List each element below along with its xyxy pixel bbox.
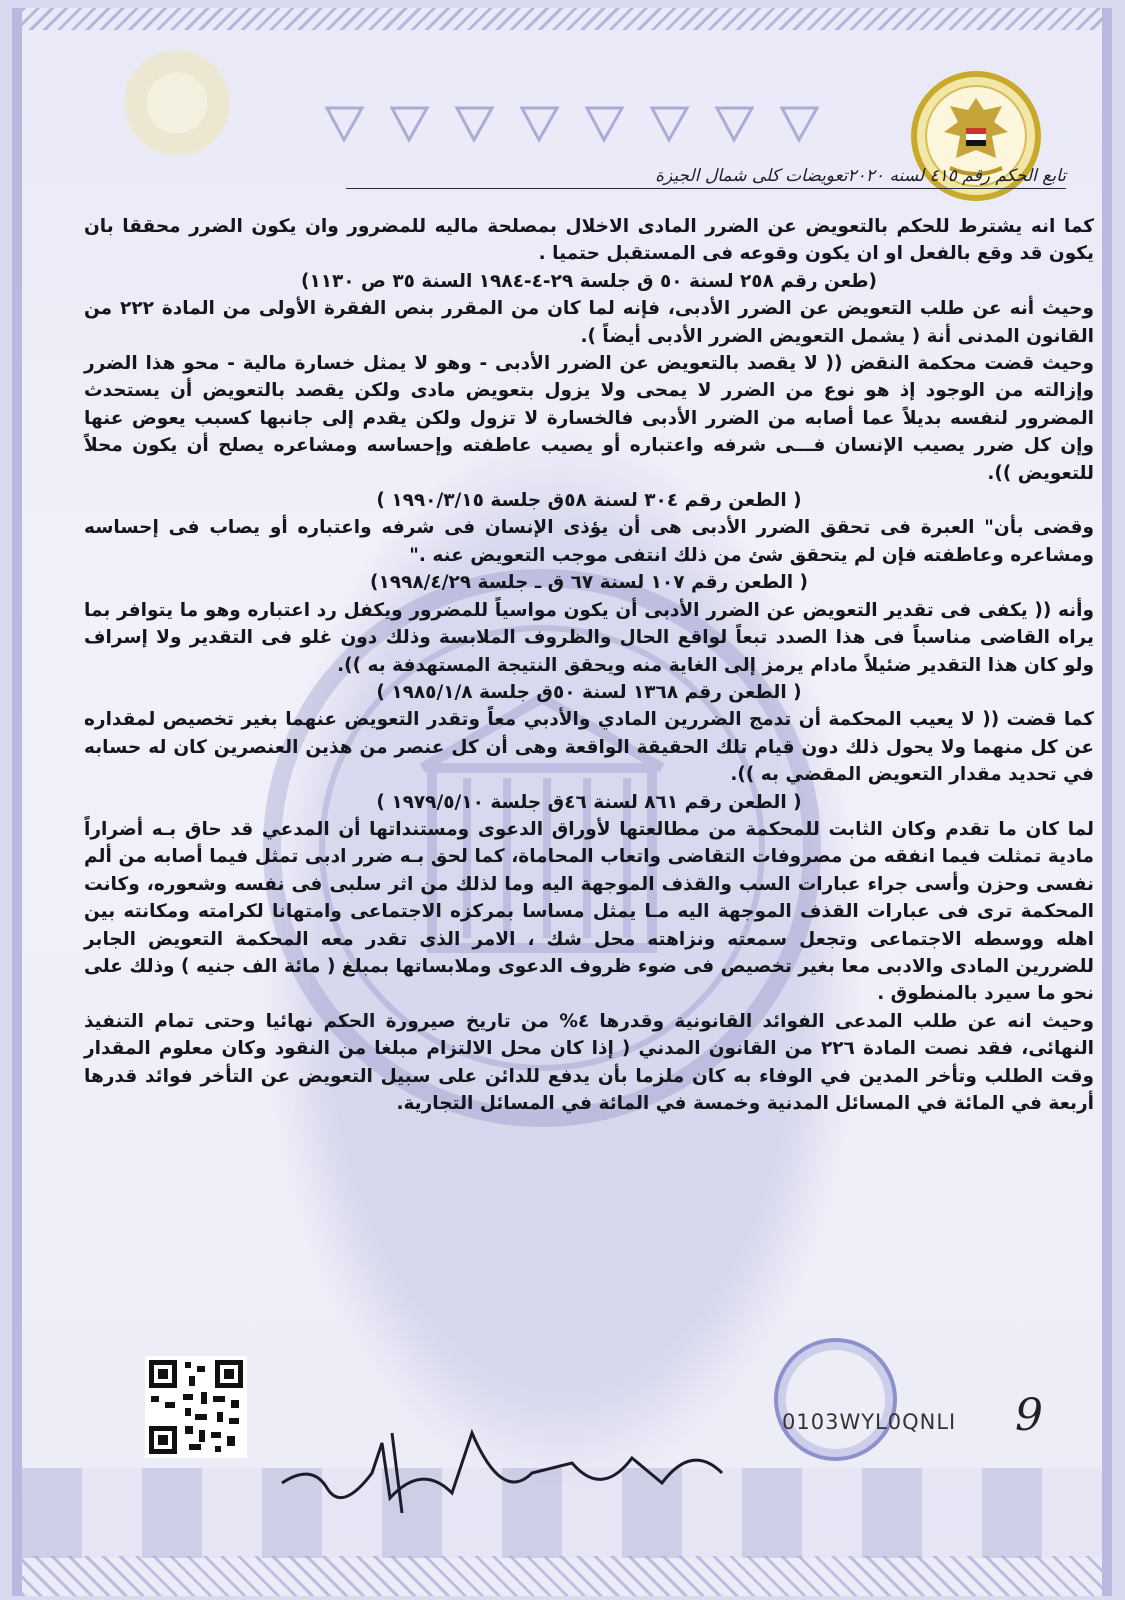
case-reference-header: تابع الحكم رقم ٤١٥ لسنه ٢٠٢٠تعويضات كلى شمال الجيزة bbox=[346, 166, 1066, 189]
citation: ( الطعن رقم ١٣٦٨ لسنة ٥٠ق جلسة ١٩٨٥/١/٨ ) bbox=[376, 681, 802, 703]
paragraph-merged-damages: كما قضت (( لا يعيب المحكمة أن تدمج الضررين المادي والأدبي معاً وتقدر التعويض عنهما بغير تخصيص لمقداره عن كل منهما ولا يحول ذلك دون قيام تلك الحقيقة الواقعة وهى أن كل عنصر من هذين العنصرين كان له حسابه في تحديد مقدار التعويض المقضي به )). bbox=[84, 709, 1094, 786]
citation: ( الطعن رقم ٨٦١ لسنة ٤٦ق جلسة ١٩٧٩/٥/١٠ ) bbox=[376, 791, 802, 813]
court-seal-stamp-icon bbox=[774, 1338, 897, 1461]
paragraph-cassation-ruling: وحيث قضت محكمة النقض (( لا يقصد بالتعويض عن الضرر الأدبى - وهو لا يمثل خسارة مالية - محو هذا الضرر وإزالته من الوجود إذ هو نوع من الضرر لا يمحى ولا يزول بتعويض مادى ولكن يقصد بالتعويض أن يستحدث المضرور لنفسه بديلاً عما أصابه من الضرر الأدبى فالخسارة لا تزول ولكن يقدم إلى جانبها كسبب يعوض عنها وإن كل ضرر يصيب الإنسان فـــى شرفه واعتباره أو يصيب عاطفته وإحساسه ومشاعره يصلح أن يكون محلاً للتعويض )). bbox=[84, 353, 1094, 484]
document-code: 0103WYL0QNLI bbox=[782, 1410, 957, 1434]
document-sheet bbox=[12, 8, 1112, 1596]
qr-code-icon bbox=[145, 1356, 247, 1458]
ornament-band bbox=[322, 98, 842, 148]
paragraph-compensation-conditions: كما انه يشترط للحكم بالتعويض عن الضرر المادى الاخلال بمصلحة ماليه للمضرور وان يكون الضرر محققا بان يكون قد وقع بالفعل او ان يكون وقوعه فى المستقبل حتميا . bbox=[84, 216, 1094, 265]
page-number: 9 bbox=[1015, 1390, 1043, 1441]
citation: ( الطعن رقم ٣٠٤ لسنة ٥٨ق جلسة ١٩٩٠/٣/١٥ ) bbox=[376, 490, 802, 512]
paragraph-compensation-estimate: وأنه (( يكفى فى تقدير التعويض عن الضرر الأدبى أن يكون مواسياً للمضرور ويكفل رد اعتباره وهو ما يتوافر بما يراه القاضى مناسباً فى هذا الصدد تبعاً لواقع الحال والظروف الملابسة وذلك دون غلو فى التقدير ولا إسراف ولو كان هذا التقدير ضئيلاً مادام يرمز إلى الغاية منه ويحقق النتيجة المستهدفة به )). bbox=[84, 599, 1094, 676]
citation: ( الطعن رقم ١٠٧ لسنة ٦٧ ق ـ جلسة ١٩٩٨/٤/٢٩) bbox=[370, 572, 808, 594]
paragraph-moral-damage: وحيث أنه عن طلب التعويض عن الضرر الأدبى، فإنه لما كان من المقرر بنص الفقرة الأولى من المادة ٢٢٢ من القانون المدنى أنة ( يشمل التعويض الضرر الأدبى أيضاً ). bbox=[84, 298, 1094, 347]
faded-gold-seal bbox=[122, 48, 232, 158]
handwritten-signature-icon bbox=[272, 1403, 732, 1523]
paragraph-legal-interest: وحيث انه عن طلب المدعى الفوائد القانونية وقدرها ٤% من تاريخ صيرورة الحكم نهائيا وحتى تمام التنفيذ النهائى، فقد نصت المادة ٢٢٦ من القانون المدني ( إذا كان محل الالتزام مبلغا من النقود وكان معلوم المقدار وقت الطلب وتأخر المدين في الوفاء به كان ملزما بأن يدفع للدائن على سبيل التعويض عن التأخر فوائد قدرها أربعة في المائة في المسائل المدنية وخمسة في المائة في المسائل التجارية. bbox=[84, 1010, 1094, 1114]
judgment-body bbox=[84, 213, 1094, 1117]
citation: (طعن رقم ٢٥٨ لسنة ٥٠ ق جلسة ٢٩-٤-١٩٨٤ السنة ٣٥ ص ١١٣٠) bbox=[300, 270, 878, 292]
paragraph-moral-damage-criterion: وقضى بأن" العبرة فى تحقق الضرر الأدبى هى أن يؤذى الإنسان فى شرفه واعتباره أو يصاب فى إحساسه ومشاعره وعاطفته فإن لم يتحقق شئ من ذلك انتفى موجب التعويض عنه ." bbox=[84, 517, 1094, 566]
paragraph-court-findings: لما كان ما تقدم وكان الثابت للمحكمة من مطالعتها لأوراق الدعوى ومستنداتها أن المدعي قد حاق بـه أضراراً مادية تمثلت فيما انفقه من مصروفات التقاضى واتعاب المحاماة، كما لحق بـه ضرر ادبى تمثل فيما أصابه من ألم نفسى وحزن وأسى جراء عبارات السب والقذف الموجهة اليه وما لذلك من اثر سلبى فى نفسه وشعوره، وكانت المحكمة ترى فى عبارات القذف الموجهة اليه مـا يمثل مساسا بمركزه الاجتماعى وامتهانا لكرامته ومكانته بين اهله ووسطه الاجتماعى وتجعل سمعته ونزاهته محل شك ، الامر الذى تقدر معه المحكمة التعويض الجابر للضررين المادى والادبى معا بغير تخصيص فى ضوء ظروف الدعوى وملابساتها بمبلغ ( مائة الف جنيه ) وذلك على نحو ما سيرد بالمنطوق . bbox=[84, 818, 1094, 1005]
security-border-top bbox=[22, 8, 1102, 30]
security-border-bottom bbox=[22, 1556, 1102, 1596]
